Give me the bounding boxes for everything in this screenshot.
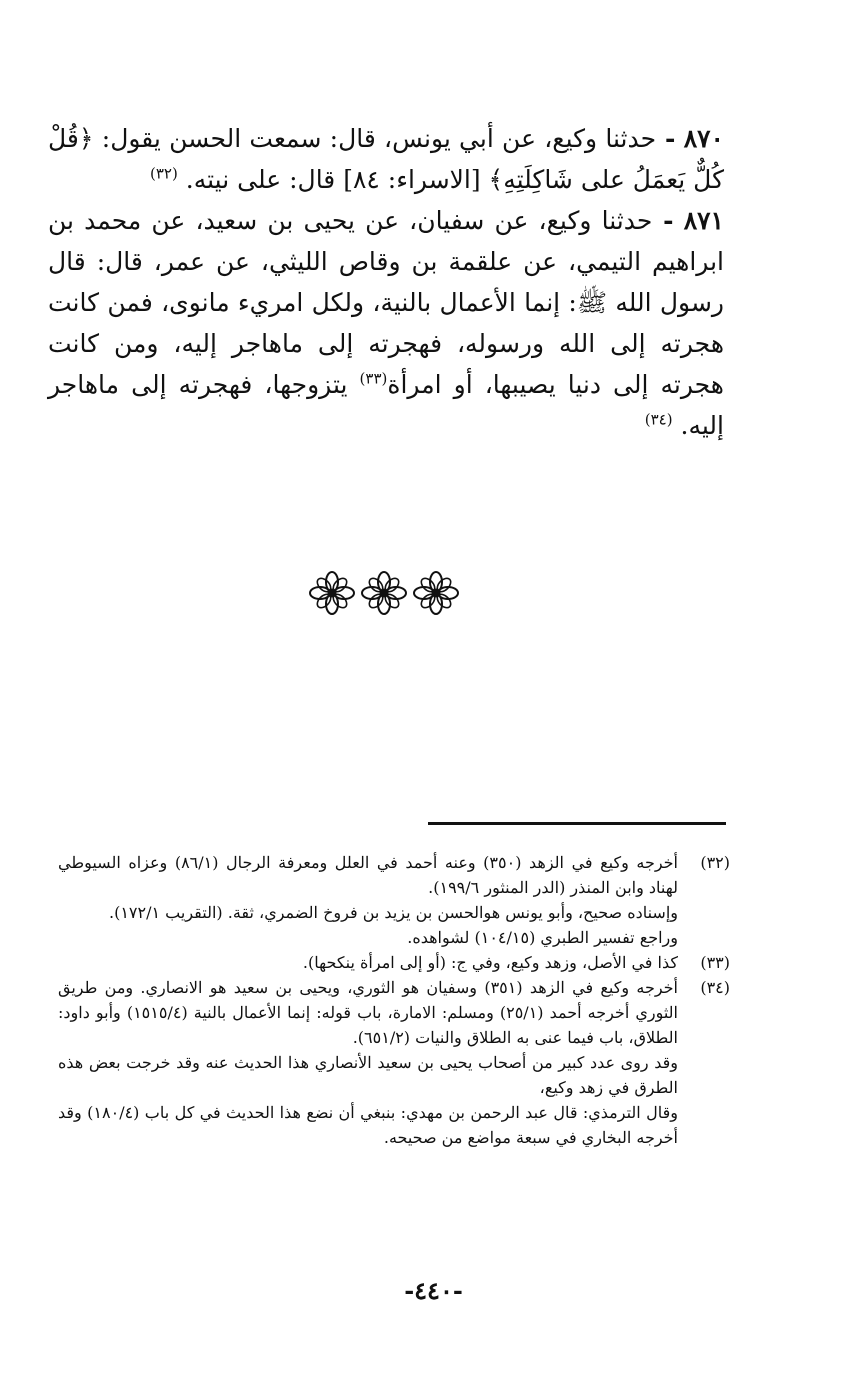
footnote-body: [58, 850, 678, 950]
hadith-870: ٨٧٠ - حدثنا وكيع، عن أبي يونس، قال: سمعت الحسن يقول: ﴿قُلْ كُلٌّ يَعمَلُ على شَاكِلَتِهِ﴾ [الاسراء: ٨٤] قال: على نيته. $^{(٣٢)}$: [48, 124, 724, 194]
footnote-number: (٣٢): [700, 853, 730, 872]
footnote-line: وقد روى عدد كبير من أصحاب يحيى بن سعيد الأنصاري هذا الحديث عنه وقد خرجت بعض هذه الطرق في زهد وكيع،: [58, 1053, 678, 1097]
hadith-871: ٨٧١ - حدثنا وكيع، عن سفيان، عن يحيى بن سعيد، عن محمد بن ابراهيم التيمي، عن علقمة بن وقاص الليثي، عن عمر، قال: قال رسول الله ﷺ: إنما الأعمال بالنية، ولكل امريء مانوى، فمن كانت هجرته إلى الله ورسوله، فهجرته إلى ماهاجر إليه، ومن كانت هجرته إلى دنيا يصيبها، أو امرأة$^{(٣٣)}$ يتزوجها، فهجرته إلى ماهاجر إليه. $^{(٣٤)}$: [48, 206, 724, 440]
hadith-text-continued: يتزوجها، فهجرته إلى ماهاجر إليه.: [48, 370, 724, 440]
footnote-34: [58, 975, 730, 1150]
footnote-ref[interactable]: (٣٢): [149, 164, 178, 183]
hadith-number: ٨٧٠: [683, 124, 724, 153]
footnote-body: [58, 950, 678, 975]
hadith-text: حدثنا وكيع، عن سفيان، عن يحيى بن سعيد، عن محمد بن ابراهيم التيمي، عن علقمة بن وقاص الليثي، عن عمر، قال: قال رسول الله ﷺ: إنما الأعمال بالنية، ولكل امريء مانوى، فمن كانت هجرته إلى الله ورسوله، فهجرته إلى ماهاجر إليه، ومن كانت هجرته إلى دنيا يصيبها، أو امرأة: [48, 206, 724, 399]
footnote-33: [58, 950, 730, 975]
footnote-body: [58, 975, 678, 1150]
footnote-line: كذا في الأصل، وزهد وكيع، وفي ج: (أو إلى امرأة ينكحها).: [302, 953, 678, 972]
footnote-line: أخرجه وكيع في الزهد (٣٥٠) وعنه أحمد في العلل ومعرفة الرجال (٨٦/١) وعزاه السيوطي لهناد وابن المنذر (الدر المنثور ١٩٩/٦).: [58, 853, 679, 897]
main-text: [48, 118, 724, 446]
hadith-text: حدثنا وكيع، عن أبي يونس، قال: سمعت الحسن يقول: ﴿قُلْ كُلٌّ يَعمَلُ على شَاكِلَتِهِ﴾ [الاسراء: ٨٤] قال: على نيته.: [48, 124, 724, 194]
hadith-number: ٨٧١: [683, 206, 724, 235]
footnotes: [58, 850, 730, 1150]
page-number: -٤٤٠-: [404, 1276, 463, 1305]
footnote-ref[interactable]: (٣٣): [359, 369, 388, 388]
footnote-line: وقال الترمذي: قال عبد الرحمن بن مهدي: بنبغي أن نضع هذا الحديث في كل باب (١٨٠/٤) وقد أخرجه البخاري في سبعة مواضع من صحيحه.: [58, 1103, 678, 1147]
footnote-number: (٣٤): [700, 978, 730, 997]
footnote-separator: [428, 822, 726, 825]
floral-ornament-icon: [304, 568, 464, 618]
footnote-number: (٣٣): [700, 953, 730, 972]
footnote-line: أخرجه وكيع في الزهد (٣٥١) وسفيان هو الثوري، ويحيى بن سعيد هو الانصاري. ومن طريق الثوري أخرجه أحمد (٢٥/١) ومسلم: الامارة، باب قوله: إنما الأعمال بالنية (١٥١٥/٤) وأبو داود: الطلاق، باب فيما عنى به الطلاق والنيات (٦٥١/٢).: [58, 978, 678, 1047]
footnote-line: وإسناده صحيح، وأبو يونس هوالحسن بن يزيد بن فروخ الضمري، ثقة. (التقريب ١٧٢/١).: [109, 903, 678, 922]
footnote-32: [58, 850, 730, 950]
footnote-ref[interactable]: (٣٤): [644, 410, 673, 429]
footnote-line: وراجع تفسير الطبري (١٠٤/١٥) لشواهده.: [407, 928, 678, 947]
